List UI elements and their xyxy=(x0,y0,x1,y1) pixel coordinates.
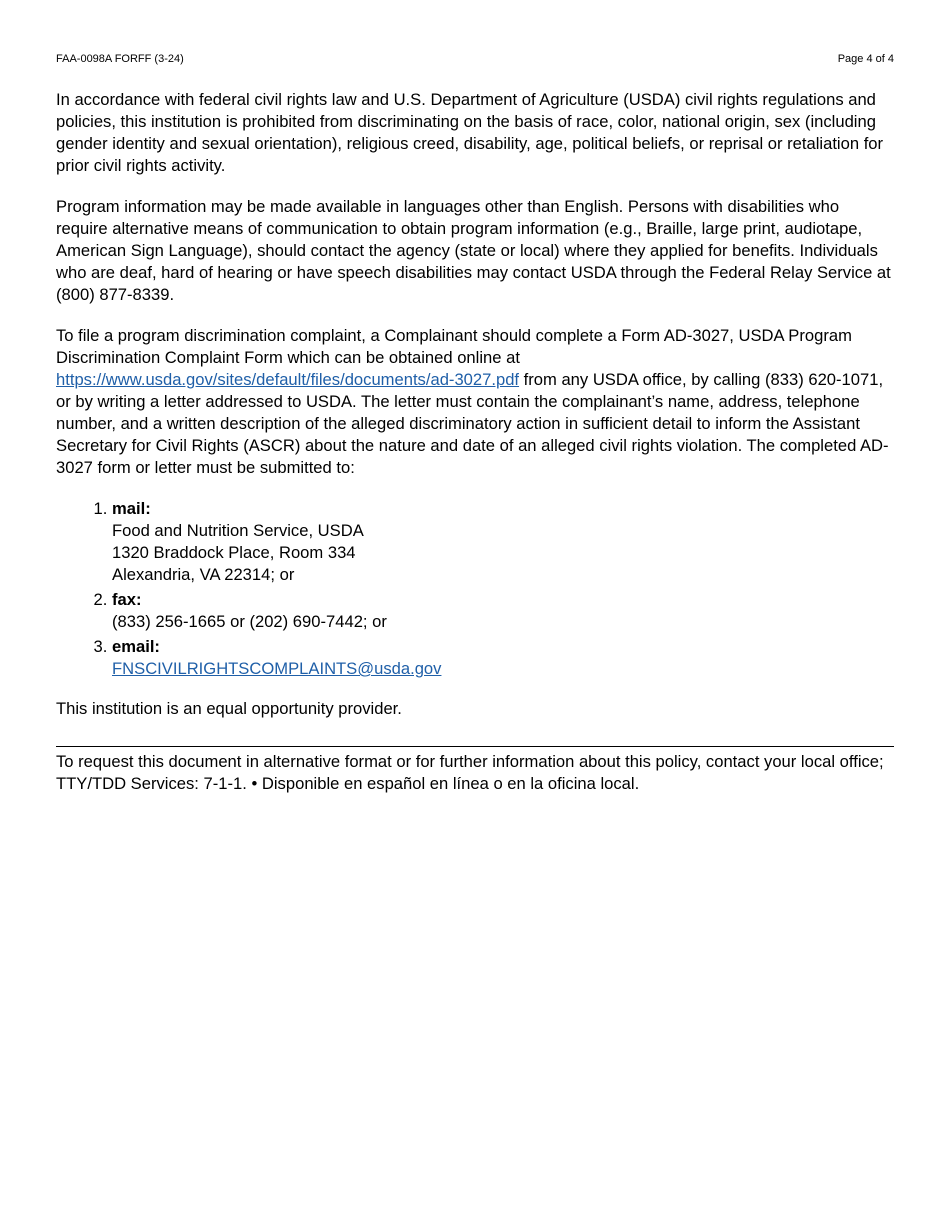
list-item-mail xyxy=(112,498,894,586)
submission-channels-list xyxy=(56,498,894,680)
form-id: FAA-0098A FORFF (3-24) xyxy=(56,53,184,65)
nondiscrimination-statement xyxy=(56,89,894,795)
footer-divider xyxy=(56,746,894,747)
fax-label: 2. fax: xyxy=(112,590,142,609)
mail-address-line3: Alexandria, VA 22314; or xyxy=(112,565,295,584)
equal-opportunity-statement: This institution is an equal opportunity provider. xyxy=(56,699,402,718)
mail-address-line2: 1320 Braddock Place, Room 334 xyxy=(112,543,356,562)
page-number: Page 4 of 4 xyxy=(837,53,894,65)
accessibility-paragraph: Program information may be made available in languages other than English. Persons with disabilities who require alternative means of communication to obtain program information (e.g., Braille, large print, audiotape, American Sign Language), should contact the agency (state or local) where they applied for benefits. Individuals who are deaf, hard of hearing or have speech disabilities may contact USDA through the Federal Relay Service at (800) 877-8339. xyxy=(56,197,891,304)
complaint-text-intro: To file a program discrimination complaint, a Complainant should complete a Form AD-3027, USDA Program Discrimination Complaint Form which can be obtained online at xyxy=(56,326,852,367)
complaint-paragraph xyxy=(56,325,894,479)
ad-3027-link[interactable]: https://www.usda.gov/sites/default/files/documents/ad-3027.pdf xyxy=(56,370,520,389)
page-header xyxy=(56,53,894,66)
email-link[interactable]: FNSCIVILRIGHTSCOMPLAINTS@usda.gov xyxy=(112,659,442,678)
email-label: 3. email: xyxy=(112,637,160,656)
mail-address-line1: Food and Nutrition Service, USDA xyxy=(112,521,364,540)
alternative-format-note: To request this document in alternative format or for further information about this policy, contact your local office; TTY/TDD Services: 7-1-1. • Disponible en español en línea o en la oficina local. xyxy=(56,752,884,793)
list-item-email xyxy=(112,636,894,680)
civil-rights-paragraph: In accordance with federal civil rights law and U.S. Department of Agriculture (USDA) civil rights regulations and policies, this institution is prohibited from discriminating on the basis of race, color, national origin, sex (including gender identity and sexual orientation), religious creed, disability, age, political beliefs, or reprisal or retaliation for prior civil rights activity. xyxy=(56,90,884,175)
complaint-text-rest: from any USDA office, by calling (833) 620-1071, or by writing a letter addressed to USDA. The letter must contain the complainant’s name, address, telephone number, and a written description of the alleged discriminatory action in sufficient detail to inform the Assistant Secretary for Civil Rights (ASCR) about the nature and date of an alleged civil rights violation. The completed AD-3027 form or letter must be submitted to: xyxy=(56,370,889,477)
fax-numbers: (833) 256-1665 or (202) 690-7442; or xyxy=(112,612,387,631)
mail-label: 1. mail: xyxy=(112,499,151,518)
list-item-fax xyxy=(112,589,894,633)
